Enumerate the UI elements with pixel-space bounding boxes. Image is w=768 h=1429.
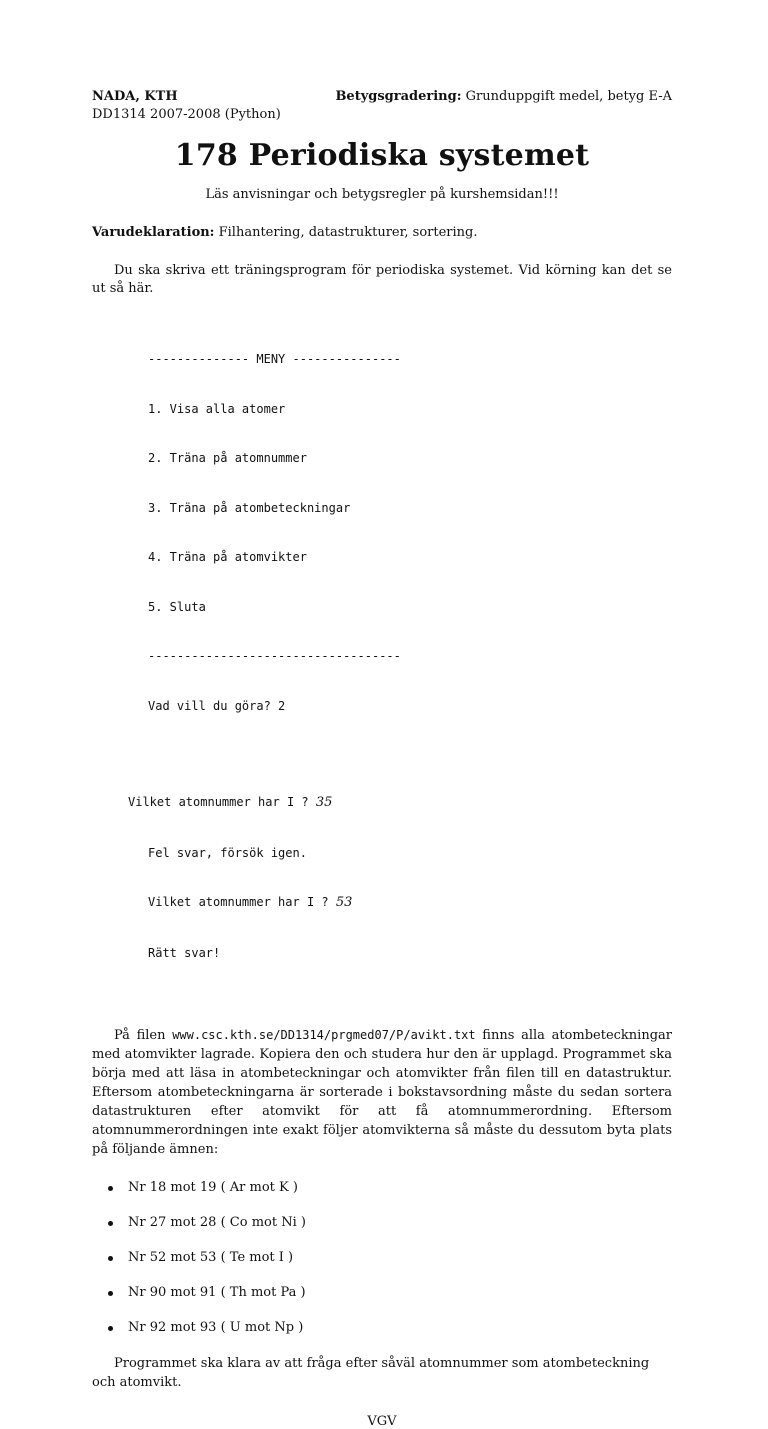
dialog-answer: 53 bbox=[335, 895, 353, 910]
intro-paragraph: Du ska skriva ett träningsprogram för periodiska systemet. Vid körning kan det se ut så här. bbox=[92, 263, 672, 296]
body-post-url: finns alla atombeteckningar med atomvikter lagrade. Kopiera den och studera hur den är upplagd. Programmet ska börja med att läsa in atombeteckningar och atomvikter från filen till en datastruktur. Eftersom atombeteckningarna är sorterade i bokstavsordning måste du sedan sortera datastrukturen efter atomvikt för att få atomnummerordning. Eftersom atomnummerordningen inte exakt följer atomvikterna så måste du dessutom byta plats på följande ämnen: bbox=[92, 1028, 672, 1157]
bullet-icon bbox=[108, 1326, 113, 1331]
declaration bbox=[92, 224, 672, 242]
body-pre-url: På filen bbox=[114, 1028, 173, 1043]
dialog-answer: 35 bbox=[315, 795, 333, 810]
menu-line: 3. Träna på atombeteckningar bbox=[148, 500, 351, 515]
bullet-icon bbox=[108, 1186, 113, 1191]
list-item-text: Nr 90 mot 91 ( Th mot Pa ) bbox=[128, 1285, 306, 1300]
file-url: www.csc.kth.se/DD1314/prgmed07/P/avikt.txt bbox=[172, 1028, 476, 1042]
menu-line: 1. Visa alla atomer bbox=[148, 401, 286, 416]
bullet-icon bbox=[108, 1291, 113, 1296]
bullet-icon bbox=[108, 1221, 113, 1226]
dialog-line: Rätt svar! bbox=[148, 945, 221, 960]
grading-info bbox=[335, 88, 672, 106]
dialog-question: Vilket atomnummer har I ? bbox=[148, 895, 336, 909]
course-label: DD1314 2007-2008 (Python) bbox=[92, 107, 281, 122]
declaration-value: Filhantering, datastrukturer, sortering. bbox=[218, 225, 478, 240]
org-label: NADA, KTH bbox=[92, 89, 178, 104]
dialog-question: Vilket atomnummer har I ? bbox=[128, 795, 316, 809]
closing-paragraph: Programmet ska klara av att fråga efter såväl atomnummer som atombeteckning och atomvikt. bbox=[92, 1356, 650, 1390]
menu-line: 5. Sluta bbox=[148, 599, 206, 614]
list-item-text: Nr 92 mot 93 ( U mot Np ) bbox=[128, 1320, 304, 1335]
list-item-text: Nr 52 mot 53 ( Te mot I ) bbox=[128, 1250, 294, 1265]
list-item-text: Nr 18 mot 19 ( Ar mot K ) bbox=[128, 1180, 298, 1195]
body-paragraph bbox=[92, 1026, 672, 1159]
menu-line: 2. Träna på atomnummer bbox=[148, 451, 307, 465]
dialog-line bbox=[128, 794, 672, 812]
grading-value: Grunduppgift medel, betyg E-A bbox=[465, 89, 672, 104]
grading-label: Betygsgradering: bbox=[335, 89, 462, 104]
list-item bbox=[106, 1249, 672, 1267]
header-row bbox=[92, 88, 672, 106]
menu-line: 4. Träna på atomvikter bbox=[148, 550, 307, 564]
list-item bbox=[106, 1214, 672, 1232]
dialog-line: Fel svar, försök igen. bbox=[148, 845, 307, 860]
footer-label: VGV bbox=[367, 1414, 397, 1429]
list-item bbox=[106, 1179, 672, 1197]
list-item bbox=[106, 1319, 672, 1337]
menu-listing bbox=[148, 318, 672, 747]
menu-line: -------------- MENY --------------- bbox=[148, 352, 401, 366]
dialog-line bbox=[148, 894, 672, 912]
menu-line: ----------------------------------- bbox=[148, 649, 401, 663]
menu-line: Vad vill du göra? 2 bbox=[148, 698, 286, 713]
list-item bbox=[106, 1284, 672, 1302]
list-item-text: Nr 27 mot 28 ( Co mot Ni ) bbox=[128, 1215, 306, 1230]
document-page bbox=[92, 88, 672, 1429]
bullet-icon bbox=[108, 1256, 113, 1261]
dialog-listing bbox=[128, 761, 672, 994]
declaration-label: Varudeklaration: bbox=[92, 225, 215, 240]
page-title: 178 Periodiska systemet bbox=[174, 138, 590, 173]
swap-list bbox=[106, 1179, 672, 1337]
instructions-note: Läs anvisningar och betygsregler på kurshemsidan!!! bbox=[205, 187, 559, 202]
